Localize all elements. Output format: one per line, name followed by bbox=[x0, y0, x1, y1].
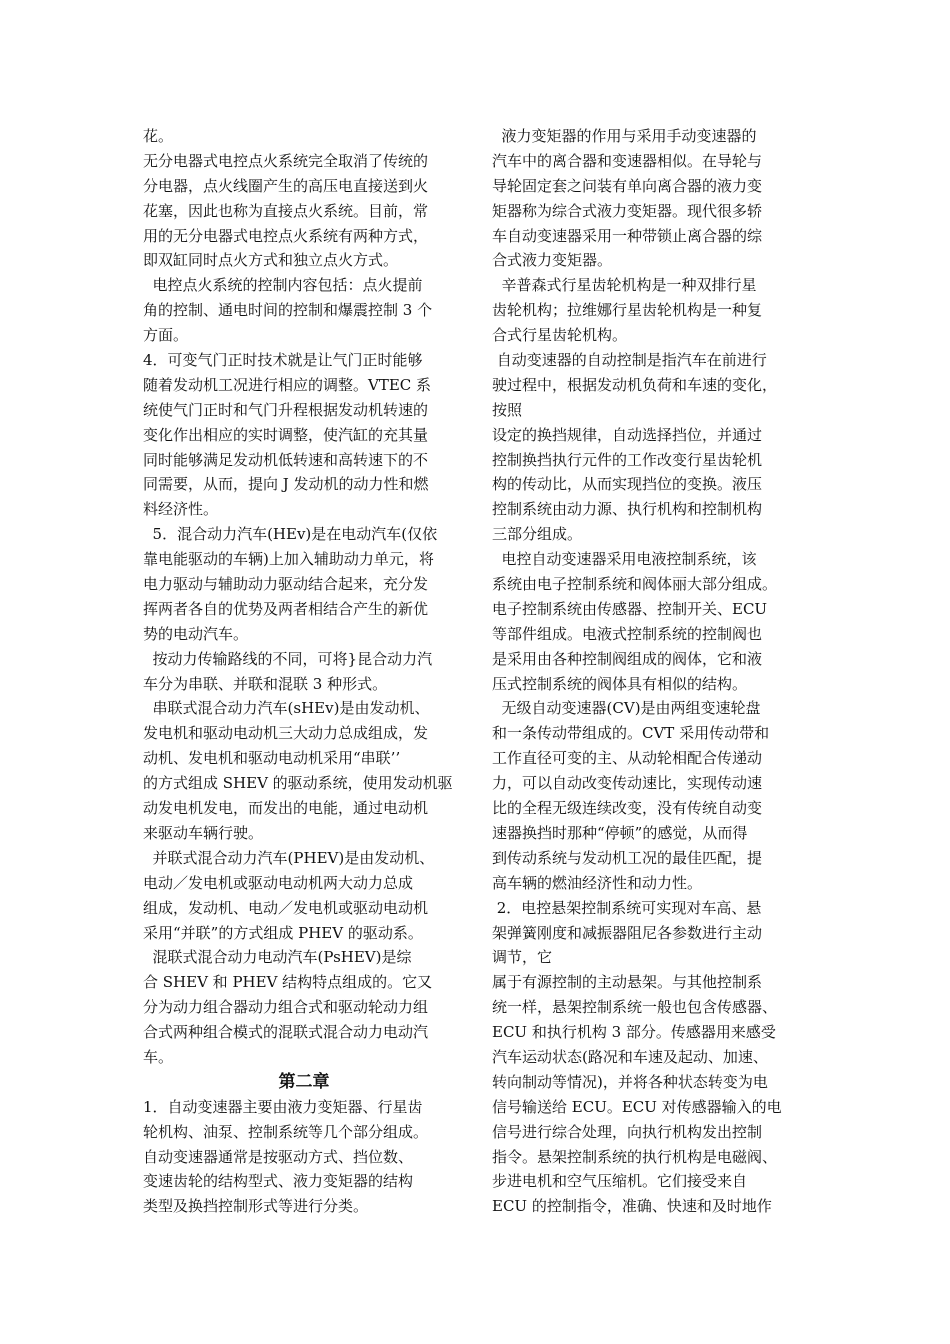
text-line: 信号进行综合处理，向执行机构发出控制 bbox=[492, 1122, 763, 1141]
text-line: 随着发动机工况进行相应的调整。VTEC 系 bbox=[143, 375, 432, 394]
text-line: 控制换挡执行元件的工作改变行星齿轮机 bbox=[492, 450, 763, 469]
text-line: 矩器称为综合式液力变矩器。现代很多轿 bbox=[492, 201, 763, 220]
text-line: 压式控制系统的阀体具有相似的结构。 bbox=[492, 674, 748, 693]
text-line: 料经济性。 bbox=[143, 500, 219, 519]
text-line: 车自动变速器采用一种带锁止离合器的综 bbox=[492, 226, 763, 245]
text-line: 用的无分电器式电控点火系统有两种方式， bbox=[143, 226, 429, 245]
text-line: 三部分组成。 bbox=[492, 525, 583, 544]
text-line: 自动变速器通常是按驱动方式、挡位数、 bbox=[143, 1147, 414, 1166]
text-line: 汽车中的离合器和变速器相似。在导轮与 bbox=[492, 151, 763, 170]
text-line: 调节，它 bbox=[492, 948, 553, 967]
text-line: 车分为串联、并联和混联 3 种形式。 bbox=[143, 674, 388, 693]
text-line: 设定的换挡规律，自动选择挡位，并通过 bbox=[492, 425, 763, 444]
text-line: 合式行星齿轮机构。 bbox=[492, 326, 628, 345]
text-line: 发电机和驱动电动机三大动力总成组成，发 bbox=[143, 724, 429, 743]
chapter-heading: 第二章 bbox=[278, 1071, 330, 1092]
right-column bbox=[492, 124, 814, 1219]
text-line: 控制系统由动力源、执行机构和控制机构 bbox=[492, 500, 763, 519]
text-line: 高车辆的燃油经济性和动力性。 bbox=[492, 873, 703, 892]
text-line: 同时能够满足发动机低转速和高转速下的不 bbox=[143, 450, 429, 469]
text-line: 采用“并联”的方式组成 PHEV 的驱动系。 bbox=[143, 923, 423, 942]
text-line: 比的全程无级连续改变，没有传统自动变 bbox=[492, 799, 763, 818]
text-line: 电控自动变速器采用电液控制系统，该 bbox=[492, 550, 757, 569]
text-line: 花。 bbox=[143, 127, 174, 145]
text-line: 车。 bbox=[143, 1047, 174, 1066]
text-line: 的方式组成 SHEV 的驱动系统，使用发动机驱 bbox=[143, 774, 453, 793]
text-line: 4．可变气门正时技术就是让气门正时能够 bbox=[143, 351, 423, 370]
text-line: 轮机构、油泵、控制系统等几个部分组成。 bbox=[143, 1122, 429, 1141]
text-line: 架弹簧刚度和减振器阻尼各参数进行主动 bbox=[492, 923, 763, 942]
text-line: 构的传动比，从而实现挡位的变换。液压 bbox=[492, 475, 763, 494]
text-line: 按照 bbox=[492, 400, 523, 419]
text-line: 是采用由各种控制阀组成的阀体，它和液 bbox=[492, 649, 763, 668]
text-line: 无级自动变速器(CV)是由两组变速轮盘 bbox=[492, 699, 761, 718]
text-line: 辛普森式行星齿轮机构是一种双排行星 bbox=[492, 276, 757, 295]
text-line: 动发电机发电，而发出的电能，通过电动机 bbox=[143, 799, 429, 818]
text-line: 步进电机和空气压缩机。它们接受来自 bbox=[492, 1172, 748, 1191]
text-line: 电子控制系统由传感器、控制开关、ECU bbox=[492, 599, 768, 618]
text-line: 角的控制、通电时间的控制和爆震控制 3 个 bbox=[143, 301, 433, 320]
text-line: 按动力传输路线的不同，可将}昆合动力汽 bbox=[143, 649, 433, 668]
text-line: 统使气门正时和气门升程根据发动机转速的 bbox=[143, 400, 429, 419]
text-line: 力，可以自动改变传动速比，实现传动速 bbox=[492, 774, 763, 793]
text-line: 液力变矩器的作用与采用手动变速器的 bbox=[492, 127, 757, 145]
text-line: 自动变速器的自动控制是指汽车在前进行 bbox=[492, 351, 767, 370]
text-line: 类型及换挡控制形式等进行分类。 bbox=[143, 1197, 369, 1216]
text-line: 齿轮机构；拉维娜行星齿轮机构是一种复 bbox=[492, 301, 763, 320]
text-line: 电控点火系统的控制内容包括：点火提前 bbox=[143, 276, 423, 295]
text-line: 到传动系统与发动机工况的最佳匹配，提 bbox=[492, 848, 763, 867]
text-line: 方面。 bbox=[143, 326, 189, 345]
text-line: 统一样，悬架控制系统一般也包含传感器、 bbox=[492, 998, 778, 1017]
text-line: 指令。悬架控制系统的执行机构是电磁阀、 bbox=[492, 1147, 778, 1166]
text-line: 合式液力变矩器。 bbox=[492, 251, 613, 270]
text-line: 和一条传动带组成的。CVT 采用传动带和 bbox=[492, 724, 770, 743]
text-line: 电力驱动与辅助动力驱动结合起来，充分发 bbox=[143, 575, 429, 594]
text-line: 5．混合动力汽车(HEv)是在电动汽车(仅依 bbox=[143, 525, 438, 544]
text-line: 等部件组成。电液式控制系统的控制阀也 bbox=[492, 624, 763, 643]
text-line: 组成，发动机、电动／发电机或驱动电动机 bbox=[143, 898, 429, 917]
text-line: 汽车运动状态(路况和车速及起动、加速、 bbox=[492, 1047, 768, 1066]
text-line: 动机、发电机和驱动电动机采用“串联’’ bbox=[143, 749, 401, 768]
text-line: 1．自动变速器主要由液力变矩器、行星齿 bbox=[143, 1097, 423, 1116]
text-line: 速器换挡时那种“停顿”的感觉，从而得 bbox=[492, 823, 748, 842]
text-line: 势的电动汽车。 bbox=[143, 624, 249, 643]
text-line: 驶过程中，根据发动机负荷和车速的变化， bbox=[492, 375, 778, 394]
text-line: 分为动力组合器动力组合式和驱动轮动力组 bbox=[143, 998, 429, 1017]
text-line: 变化作出相应的实时调整，使汽缸的充其量 bbox=[143, 425, 429, 444]
text-line: 导轮固定套之问装有单向离合器的液力变 bbox=[492, 176, 763, 195]
text-line: ECU 的控制指令，准确、快速和及时地作 bbox=[492, 1197, 772, 1216]
text-line: 来驱动车辆行驶。 bbox=[143, 823, 264, 842]
text-line: 变速齿轮的结构型式、液力变矩器的结构 bbox=[143, 1172, 414, 1191]
text-line: 花塞，因此也称为直接点火系统。目前，常 bbox=[143, 201, 429, 220]
text-line: 并联式混合动力汽车(PHEV)是由发动机、 bbox=[143, 848, 435, 867]
text-line: 靠电能驱动的车辆)上加入辅助动力单元，将 bbox=[143, 550, 434, 569]
text-line: 工作直径可变的主、从动轮相配合传递动 bbox=[492, 749, 763, 768]
text-line: 2．电控悬架控制系统可实现对车高、悬 bbox=[492, 898, 762, 917]
text-line: 转向制动等情况)，并将各种状态转变为电 bbox=[492, 1072, 768, 1091]
text-line: 分电器，点火线圈产生的高压电直接送到火 bbox=[143, 176, 429, 195]
text-line: 合式两种组合模式的混联式混合动力电动汽 bbox=[143, 1023, 429, 1042]
left-column bbox=[143, 124, 465, 1219]
text-line: 挥两者各自的优势及两者相结合产生的新优 bbox=[143, 599, 429, 618]
text-line: 即双缸同时点火方式和独立点火方式。 bbox=[143, 251, 399, 270]
text-line: 混联式混合动力电动汽车(PsHEV)是综 bbox=[143, 948, 412, 967]
text-line: ECU 和执行机构 3 部分。传感器用来感受 bbox=[492, 1023, 776, 1042]
text-line: 同需要，从而，提向 J 发动机的动力性和燃 bbox=[143, 475, 429, 494]
text-line: 电动／发电机或驱动电动机两大动力总成 bbox=[143, 873, 414, 892]
text-line: 系统由电子控制系统和阀体丽大部分组成。 bbox=[492, 575, 778, 594]
text-line: 信号输送给 ECU。ECU 对传感器输入的电 bbox=[492, 1097, 782, 1116]
text-line: 合 SHEV 和 PHEV 结构特点组成的。它又 bbox=[143, 973, 433, 992]
text-line: 串联式混合动力汽车(sHEv)是由发动机、 bbox=[143, 699, 430, 718]
text-line: 属于有源控制的主动悬架。与其他控制系 bbox=[492, 973, 763, 992]
text-line: 无分电器式电控点火系统完全取消了传统的 bbox=[143, 151, 429, 170]
